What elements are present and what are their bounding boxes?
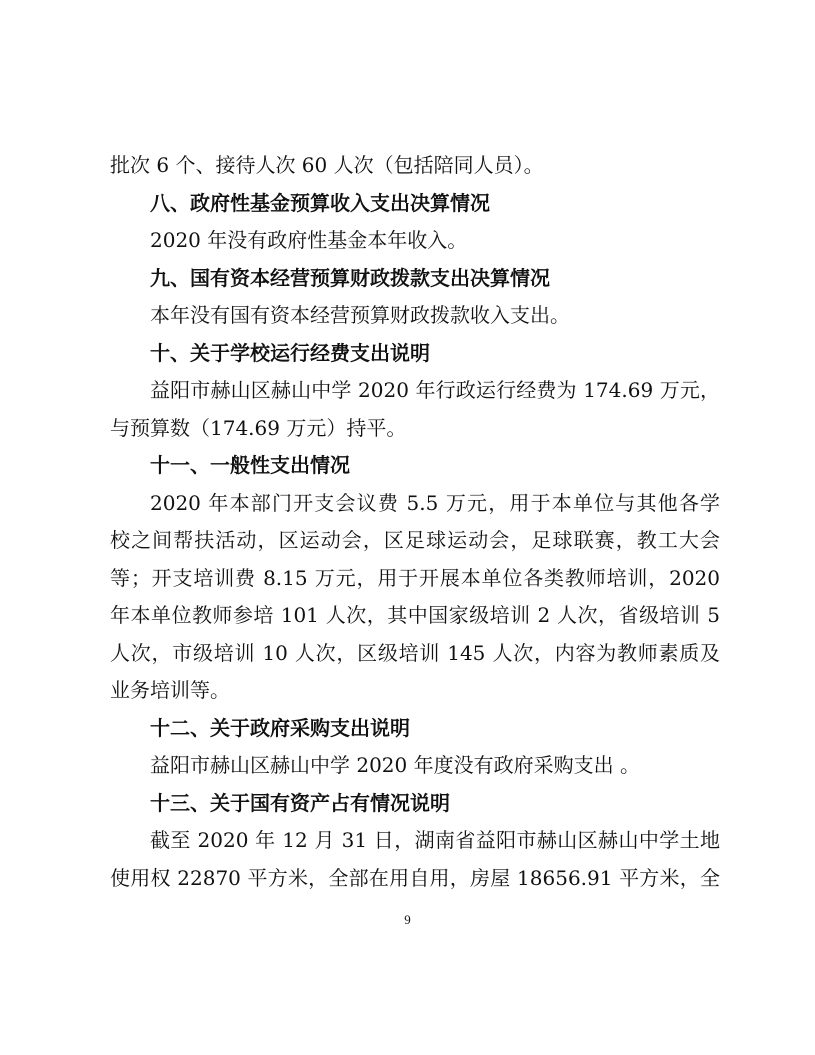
section-heading-11: 十一、一般性支出情况 xyxy=(150,453,350,477)
body-line: 益阳市赫山区赫山中学 2020 年行政运行经费为 174.69 万元， xyxy=(150,378,720,402)
body-line: 人次，市级培训 10 人次，区级培训 145 人次，内容为教师素质及 xyxy=(110,641,720,665)
body-line: 本年没有国有资本经营预算财政拨款收入支出。 xyxy=(150,303,570,327)
section-heading-12: 十二、关于政府采购支出说明 xyxy=(150,716,410,740)
section-heading-10: 十、关于学校运行经费支出说明 xyxy=(150,341,430,365)
body-line: 等；开支培训费 8.15 万元，用于开展本单位各类教师培训，2020 xyxy=(110,566,720,590)
body-line: 与预算数（174.69 万元）持平。 xyxy=(110,416,407,440)
body-line: 批次 6 个、接待人次 60 人次（包括陪同人员）。 xyxy=(110,153,544,177)
body-line: 2020 年本部门开支会议费 5.5 万元，用于本单位与其他各学 xyxy=(150,491,720,515)
body-line: 年本单位教师参培 101 人次，其中国家级培训 2 人次，省级培训 5 xyxy=(110,603,720,627)
body-line: 2020 年没有政府性基金本年收入。 xyxy=(150,228,468,252)
section-heading-8: 八、政府性基金预算收入支出决算情况 xyxy=(150,191,490,215)
body-line: 益阳市赫山区赫山中学 2020 年度没有政府采购支出 。 xyxy=(150,753,640,777)
page-number: 9 xyxy=(404,912,411,927)
body-line: 使用权 22870 平方米，全部在用自用，房屋 18656.91 平方米，全 xyxy=(110,866,720,890)
section-heading-9: 九、国有资本经营预算财政拨款支出决算情况 xyxy=(150,266,550,290)
body-line: 校之间帮扶活动，区运动会，区足球运动会，足球联赛，教工大会 xyxy=(110,528,720,552)
body-line: 业务培训等。 xyxy=(110,678,230,702)
body-line: 截至 2020 年 12 月 31 日，湖南省益阳市赫山区赫山中学土地 xyxy=(150,828,720,852)
section-heading-13: 十三、关于国有资产占有情况说明 xyxy=(150,791,450,815)
